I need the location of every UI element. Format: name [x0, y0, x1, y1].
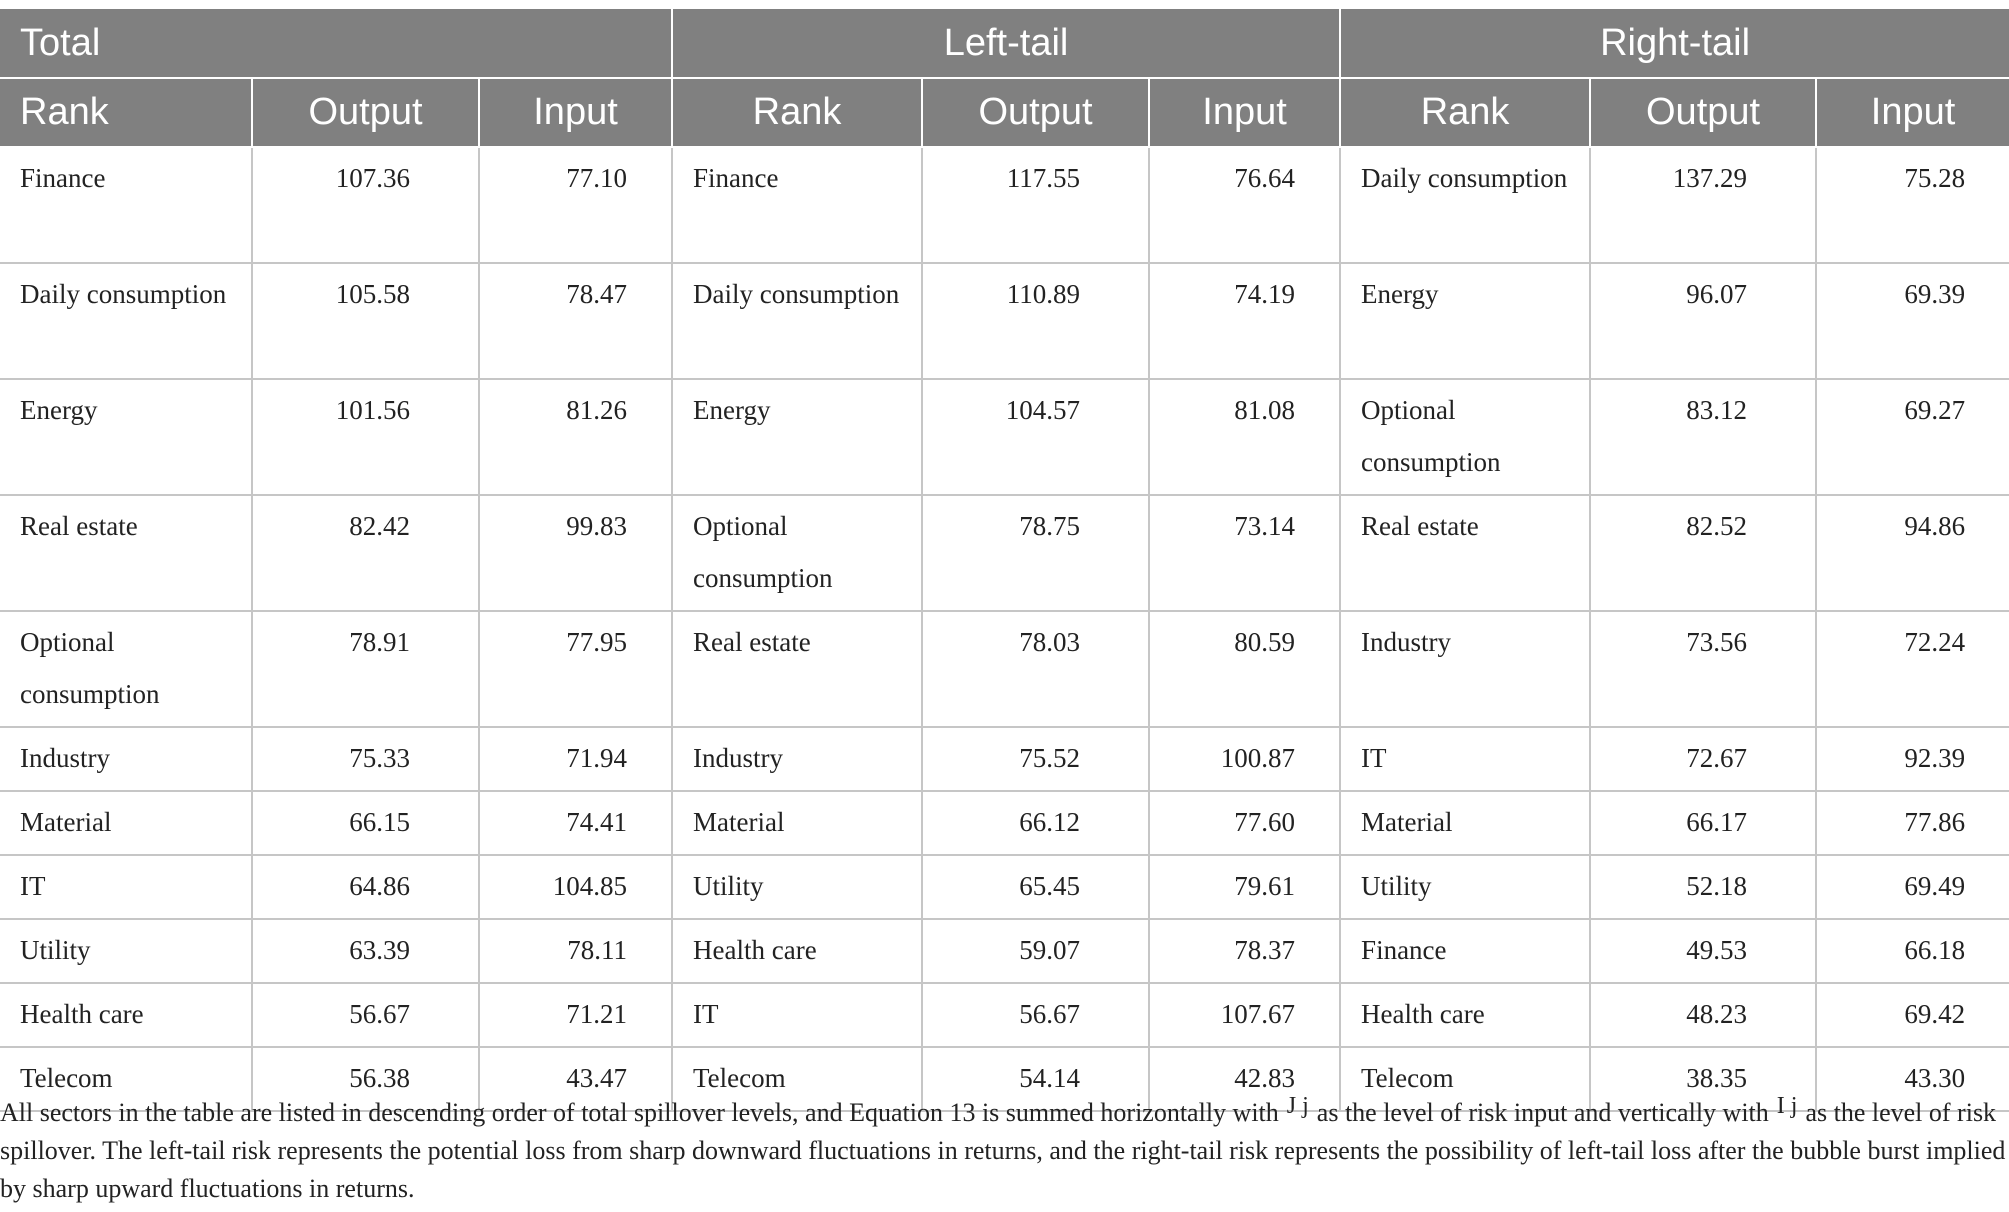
right-tail-output-cell: 137.29 [1590, 147, 1816, 263]
left-tail-output-cell: 75.52 [922, 727, 1149, 791]
table-row [0, 495, 2009, 611]
right-tail-output-cell: 96.07 [1590, 263, 1816, 379]
table-row [0, 919, 2009, 983]
right-tail-rank-cell: Telecom [1340, 1047, 1590, 1111]
left-tail-input-cell: 42.83 [1149, 1047, 1340, 1111]
table-footnote [0, 1087, 2009, 1208]
left-tail-input-cell: 79.61 [1149, 855, 1340, 919]
right-tail-rank-cell: Optional consumption [1340, 379, 1590, 495]
left-tail-output-cell: 65.45 [922, 855, 1149, 919]
group-header-left-tail: Left-tail [672, 9, 1340, 78]
total-output-cell: 105.58 [252, 263, 479, 379]
footnote-part-2: as the level of risk input and vertically with [1316, 1098, 1769, 1127]
left-tail-rank-cell: Energy [672, 379, 922, 495]
total-rank-cell: Real estate [0, 495, 252, 611]
total-input-cell: 81.26 [479, 379, 672, 495]
total-rank-cell: Utility [0, 919, 252, 983]
symbol-j: J j [1286, 1093, 1309, 1119]
left-tail-input-cell: 100.87 [1149, 727, 1340, 791]
right-tail-input-cell: 92.39 [1816, 727, 2009, 791]
total-rank-cell: Optional consumption [0, 611, 252, 727]
table-row [0, 611, 2009, 727]
left-tail-rank-cell: Material [672, 791, 922, 855]
total-input-cell: 99.83 [479, 495, 672, 611]
right-tail-output-cell: 66.17 [1590, 791, 1816, 855]
spillover-table [0, 9, 2009, 1112]
table-row [0, 727, 2009, 791]
right-tail-output-cell: 48.23 [1590, 983, 1816, 1047]
left-tail-rank-cell: Finance [672, 147, 922, 263]
column-header-row [0, 78, 2009, 147]
right-tail-output-cell: 49.53 [1590, 919, 1816, 983]
right-tail-input-cell: 66.18 [1816, 919, 2009, 983]
left-tail-input-cell: 74.19 [1149, 263, 1340, 379]
total-output-cell: 56.67 [252, 983, 479, 1047]
total-output-cell: 82.42 [252, 495, 479, 611]
left-tail-rank-cell: Daily consumption [672, 263, 922, 379]
left-tail-input-cell: 107.67 [1149, 983, 1340, 1047]
right-tail-rank-cell: Energy [1340, 263, 1590, 379]
left-tail-input-cell: 73.14 [1149, 495, 1340, 611]
right-tail-rank-cell: Health care [1340, 983, 1590, 1047]
symbol-i: I j [1776, 1093, 1798, 1119]
table-row [0, 855, 2009, 919]
right-tail-input-cell: 69.39 [1816, 263, 2009, 379]
total-rank-cell: Industry [0, 727, 252, 791]
left-tail-output-cell: 59.07 [922, 919, 1149, 983]
total-rank-cell: Health care [0, 983, 252, 1047]
right-tail-output-cell: 82.52 [1590, 495, 1816, 611]
left-tail-rank-cell: Optional consumption [672, 495, 922, 611]
right-tail-output-cell: 38.35 [1590, 1047, 1816, 1111]
left-tail-output-cell: 117.55 [922, 147, 1149, 263]
right-tail-output-cell: 52.18 [1590, 855, 1816, 919]
left-tail-rank-cell: IT [672, 983, 922, 1047]
total-output-cell: 101.56 [252, 379, 479, 495]
table-row [0, 379, 2009, 495]
left-tail-rank-cell: Real estate [672, 611, 922, 727]
right-tail-input-cell: 75.28 [1816, 147, 2009, 263]
right-tail-rank-cell: Utility [1340, 855, 1590, 919]
left-tail-input-cell: 78.37 [1149, 919, 1340, 983]
table-row [0, 263, 2009, 379]
total-output-cell: 56.38 [252, 1047, 479, 1111]
left-tail-input-cell: 80.59 [1149, 611, 1340, 727]
right-tail-input-cell: 94.86 [1816, 495, 2009, 611]
right-tail-rank-cell: IT [1340, 727, 1590, 791]
right-tail-output-cell: 83.12 [1590, 379, 1816, 495]
left-tail-rank-cell: Industry [672, 727, 922, 791]
right-tail-rank-cell: Daily consumption [1340, 147, 1590, 263]
total-input-cell: 74.41 [479, 791, 672, 855]
right-tail-output-cell: 72.67 [1590, 727, 1816, 791]
column-header-right-input: Input [1816, 78, 2009, 147]
table-header [0, 9, 2009, 147]
total-output-cell: 64.86 [252, 855, 479, 919]
total-input-cell: 71.94 [479, 727, 672, 791]
left-tail-output-cell: 104.57 [922, 379, 1149, 495]
total-output-cell: 78.91 [252, 611, 479, 727]
column-header-total-rank: Rank [0, 78, 252, 147]
total-rank-cell: Material [0, 791, 252, 855]
total-rank-cell: Daily consumption [0, 263, 252, 379]
right-tail-rank-cell: Material [1340, 791, 1590, 855]
left-tail-output-cell: 78.03 [922, 611, 1149, 727]
total-rank-cell: Telecom [0, 1047, 252, 1111]
column-header-left-input: Input [1149, 78, 1340, 147]
column-header-left-rank: Rank [672, 78, 922, 147]
right-tail-input-cell: 69.49 [1816, 855, 2009, 919]
right-tail-input-cell: 69.27 [1816, 379, 2009, 495]
right-tail-input-cell: 72.24 [1816, 611, 2009, 727]
table-row [0, 983, 2009, 1047]
column-header-right-output: Output [1590, 78, 1816, 147]
column-header-total-input: Input [479, 78, 672, 147]
total-input-cell: 78.47 [479, 263, 672, 379]
right-tail-input-cell: 77.86 [1816, 791, 2009, 855]
left-tail-rank-cell: Telecom [672, 1047, 922, 1111]
spillover-table-container [0, 9, 2009, 1112]
right-tail-input-cell: 69.42 [1816, 983, 2009, 1047]
left-tail-rank-cell: Health care [672, 919, 922, 983]
left-tail-input-cell: 76.64 [1149, 147, 1340, 263]
left-tail-input-cell: 81.08 [1149, 379, 1340, 495]
table-body [0, 147, 2009, 1111]
group-header-right-tail: Right-tail [1340, 9, 2009, 78]
total-rank-cell: IT [0, 855, 252, 919]
total-rank-cell: Energy [0, 379, 252, 495]
column-header-total-output: Output [252, 78, 479, 147]
total-output-cell: 66.15 [252, 791, 479, 855]
total-input-cell: 104.85 [479, 855, 672, 919]
right-tail-input-cell: 43.30 [1816, 1047, 2009, 1111]
total-input-cell: 71.21 [479, 983, 672, 1047]
group-header-total: Total [0, 9, 672, 78]
total-output-cell: 63.39 [252, 919, 479, 983]
table-row [0, 147, 2009, 263]
left-tail-input-cell: 77.60 [1149, 791, 1340, 855]
total-output-cell: 107.36 [252, 147, 479, 263]
right-tail-rank-cell: Real estate [1340, 495, 1590, 611]
left-tail-output-cell: 66.12 [922, 791, 1149, 855]
table-row [0, 791, 2009, 855]
column-header-left-output: Output [922, 78, 1149, 147]
footnote-part-1: All sectors in the table are listed in descending order of total spillover levels, and Equation 13 is summed horizontally with [0, 1098, 1279, 1127]
total-output-cell: 75.33 [252, 727, 479, 791]
left-tail-rank-cell: Utility [672, 855, 922, 919]
right-tail-rank-cell: Finance [1340, 919, 1590, 983]
total-input-cell: 43.47 [479, 1047, 672, 1111]
total-input-cell: 77.10 [479, 147, 672, 263]
right-tail-output-cell: 73.56 [1590, 611, 1816, 727]
total-rank-cell: Finance [0, 147, 252, 263]
footnote-part-3: as the level of risk spillover. The left-tail risk represents the potential loss from sharp downward fluctuations in returns, and the right-tail risk represents the possibility of left-tail loss after the bubble burst implied by sharp upward fluctuations in returns. [0, 1098, 2006, 1203]
group-header-row [0, 9, 2009, 78]
total-input-cell: 77.95 [479, 611, 672, 727]
left-tail-output-cell: 110.89 [922, 263, 1149, 379]
left-tail-output-cell: 54.14 [922, 1047, 1149, 1111]
left-tail-output-cell: 56.67 [922, 983, 1149, 1047]
column-header-right-rank: Rank [1340, 78, 1590, 147]
right-tail-rank-cell: Industry [1340, 611, 1590, 727]
total-input-cell: 78.11 [479, 919, 672, 983]
left-tail-output-cell: 78.75 [922, 495, 1149, 611]
